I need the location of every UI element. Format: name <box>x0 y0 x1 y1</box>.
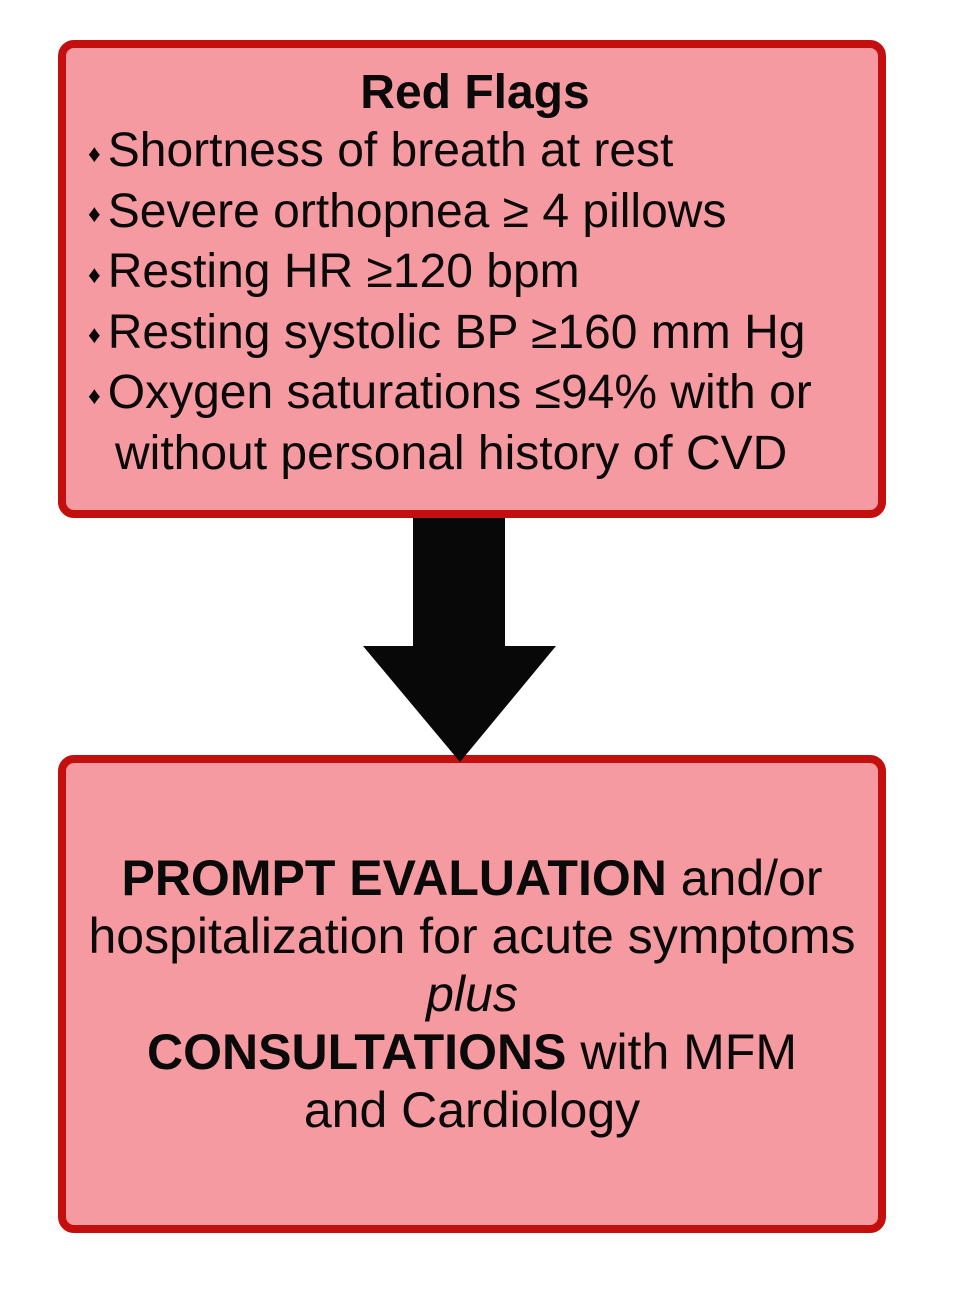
red-flag-text: Oxygen saturations ≤94% with or <box>107 366 812 420</box>
prompt-evaluation-label: PROMPT EVALUATION <box>121 850 667 906</box>
action-box <box>58 755 886 1233</box>
red-flag-item <box>88 364 862 483</box>
action-line-4 <box>66 1023 878 1081</box>
red-flag-item <box>88 122 862 183</box>
red-flag-text-continued: without personal history of CVD <box>115 426 788 480</box>
consultations-label: CONSULTATIONS <box>147 1024 567 1080</box>
red-flag-text: Resting systolic BP ≥160 mm Hg <box>107 305 806 359</box>
diamond-bullet-icon: ♦ <box>88 200 101 229</box>
red-flags-box <box>58 40 886 518</box>
diamond-bullet-icon: ♦ <box>88 139 101 168</box>
action-line-5: and Cardiology <box>303 1082 641 1138</box>
red-flag-item <box>88 243 862 304</box>
red-flag-item <box>88 183 862 244</box>
action-line-1 <box>66 849 878 907</box>
diamond-bullet-icon: ♦ <box>88 260 101 289</box>
red-flag-text: Resting HR ≥120 bpm <box>107 245 580 299</box>
action-line-4-rest: with MFM <box>566 1024 797 1080</box>
diamond-bullet-icon: ♦ <box>88 381 101 410</box>
diamond-bullet-icon: ♦ <box>88 321 101 350</box>
red-flag-text: Shortness of breath at rest <box>107 124 674 177</box>
down-arrow-icon <box>363 508 557 764</box>
red-flags-list <box>88 122 862 483</box>
red-flags-title: Red Flags <box>360 66 590 119</box>
action-text <box>66 849 878 1139</box>
red-flag-item <box>88 304 862 365</box>
red-flag-text: Severe orthopnea ≥ 4 pillows <box>107 184 727 238</box>
action-line-1-rest: and/or <box>666 850 823 906</box>
action-line-2: hospitalization for acute symptoms <box>88 908 856 964</box>
action-line-3: plus <box>426 966 518 1022</box>
